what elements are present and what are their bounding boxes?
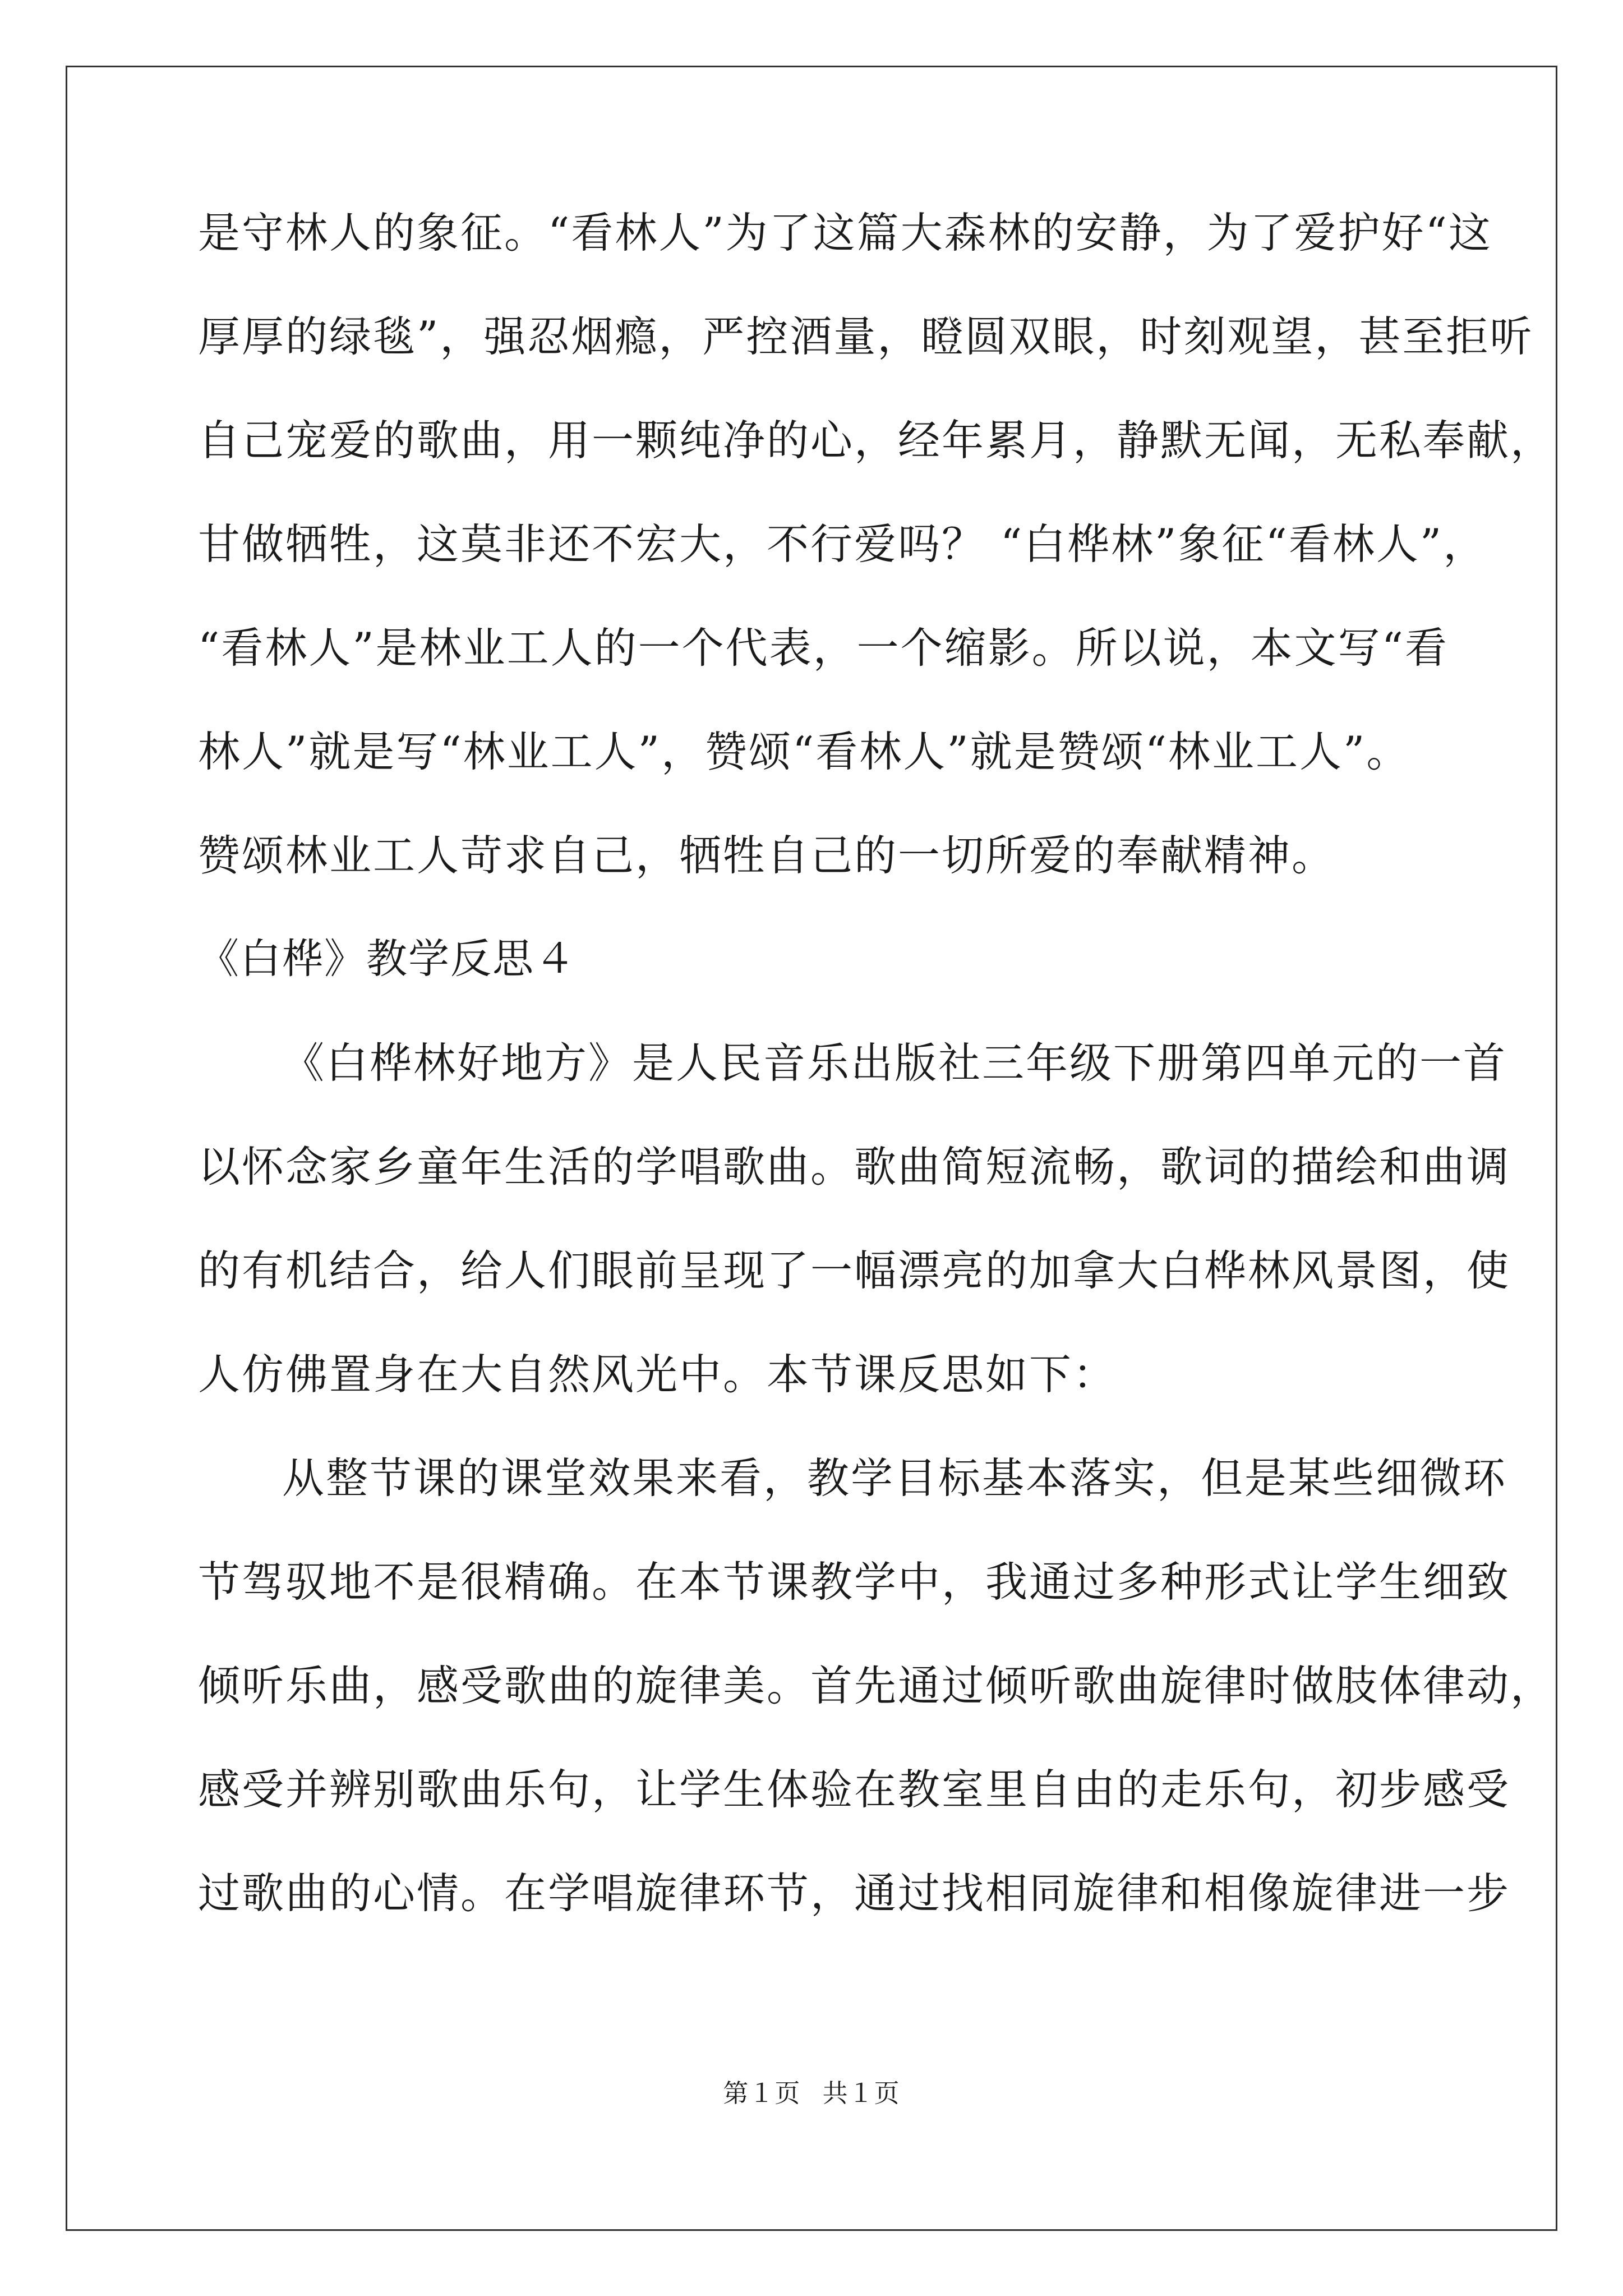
text-line: 《白桦林好地方》是人民音乐出版社三年级下册第四单元的一首 (282, 1038, 1507, 1088)
text-line: 人仿佛置身在大自然风光中。本节课反思如下： (198, 1350, 1117, 1399)
text-line: 自己宠爱的歌曲，用一颗纯净的心，经年累月，静默无闻，无私奉献， (198, 416, 1555, 465)
document-body (198, 208, 1555, 1976)
text-line: 以怀念家乡童年生活的学唱歌曲。歌曲简短流畅，歌词的描绘和曲调 (198, 1142, 1511, 1191)
text-line: 倾听乐曲，感受歌曲的旋律美。首先通过倾听歌曲旋律时做肢体律动， (198, 1661, 1555, 1710)
text-line: 过歌曲的心情。在学唱旋律环节，通过找相同旋律和相像旋律进一步 (198, 1869, 1511, 1918)
text-line: 的有机结合，给人们眼前呈现了一幅漂亮的加拿大白桦林风景图，使 (198, 1246, 1511, 1295)
page-footer (0, 2073, 1623, 2109)
page-number-current: 第１页 (723, 2078, 801, 2108)
text-line: 是守林人的象征。“看林人”为了这篇大森林的安静，为了爱护好“这 (198, 208, 1493, 257)
text-line: 节驾驭地不是很精确。在本节课教学中，我通过多种形式让学生细致 (198, 1557, 1511, 1607)
paragraph-2 (198, 1038, 1511, 1457)
paragraph-1 (198, 208, 1555, 938)
text-line: 从整节课的课堂效果来看，教学目标基本落实，但是某些细微环 (282, 1453, 1507, 1503)
text-line: 甘做牺牲，这莫非还不宏大，不行爱吗？ “白桦林”象征“看林人”， (198, 519, 1487, 569)
text-line: 厚厚的绿毯”，强忍烟瘾，严控酒量，瞪圆双眼，时刻观望，甚至拒听 (198, 312, 1534, 361)
section-heading: 《白桦》教学反思４ (198, 935, 577, 983)
text-line: 感受并辨别歌曲乐句，让学生体验在教室里自由的走乐句，初步感受 (198, 1765, 1511, 1814)
text-line: 林人”就是写“林业工人”，赞颂“看林人”就是赞颂“林业工人”。 (198, 727, 1410, 776)
paragraph-3 (198, 1453, 1555, 1976)
text-line: 赞颂林业工人苛求自己，牺牲自己的一切所爱的奉献精神。 (198, 831, 1336, 880)
page-number-total: 共１页 (822, 2078, 900, 2108)
text-line: “看林人”是林业工人的一个代表，一个缩影。所以说，本文写“看 (198, 623, 1449, 673)
